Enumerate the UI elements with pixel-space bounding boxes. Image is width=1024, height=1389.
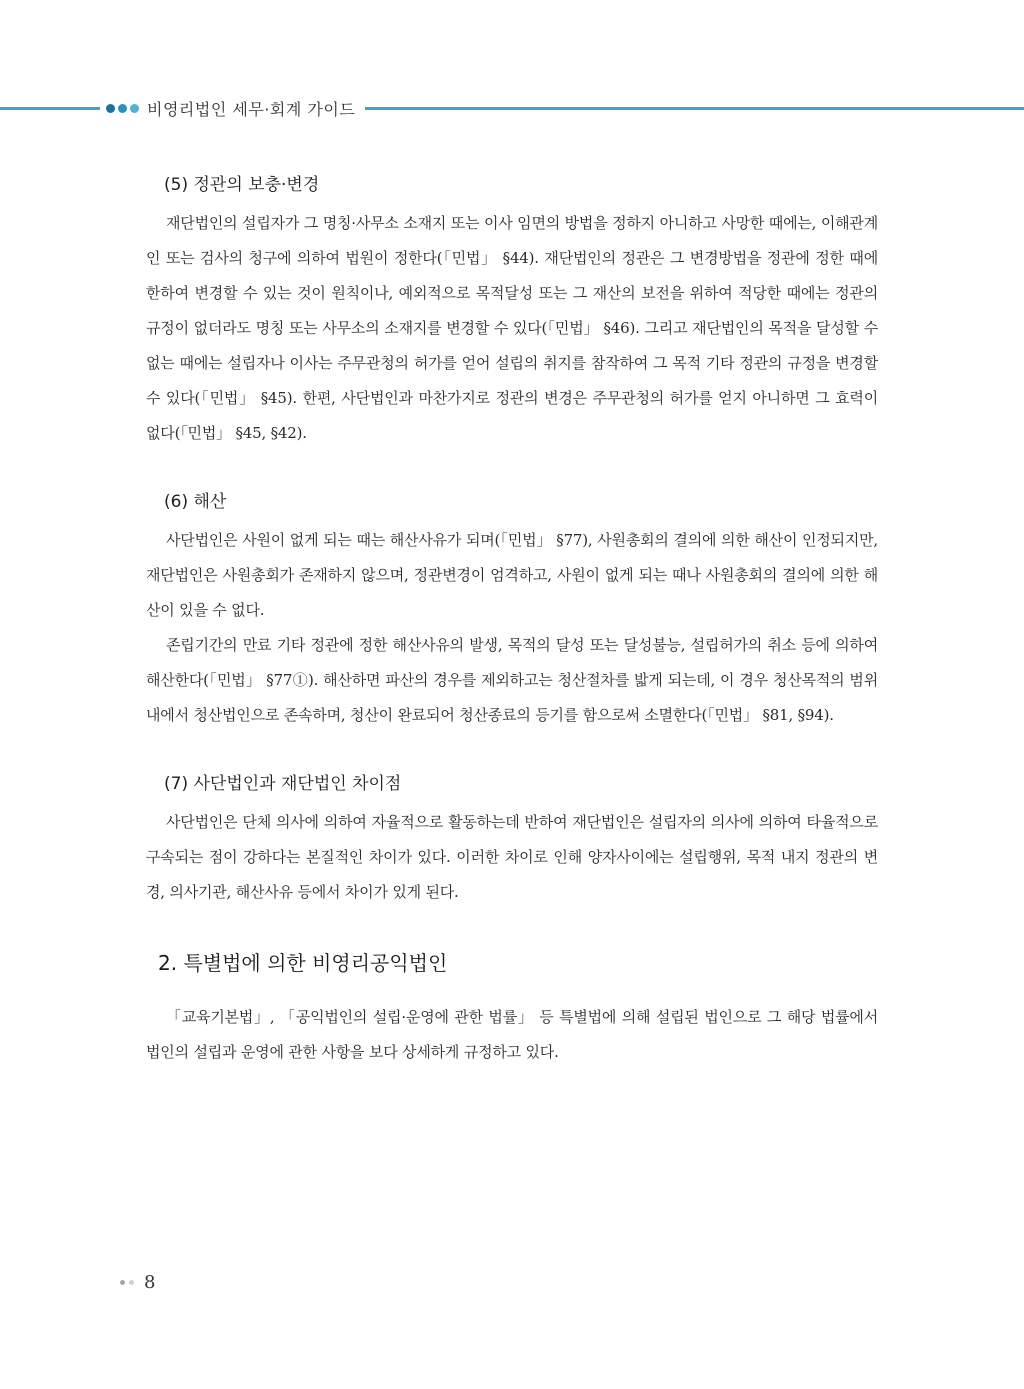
section-heading: (5) 정관의 보충·변경	[164, 175, 320, 195]
paragraph: 재단법인의 설립자가 그 명칭·사무소 소재지 또는 이사 임면의 방법을 정하지 아니하고 사망한 때에는, 이해관계인 또는 검사의 청구에 의하여 법원이 정한다(「민법」 §44). 재단법인의 정관은 그 변경방법을 정관에 정한 때에 한하여 변경할 수 있는 것이 원칙이나, 예외적으로 목적달성 또는 그 재산의 보전을 위하여 적당한 때에는 정관의 규정이 없더라도 명칭 또는 사무소의 소재지를 변경할 수 있다(「민법」 §46). 그리고 재단법인의 목적을 달성할 수 없는 때에는 설립자나 이사는 주무관청의 허가를 얻어 설립의 취지를 참작하여 그 목적 기타 정관의 규정을 변경할 수 있다(「민법」 §45). 한편, 사단법인과 마찬가지로 정관의 변경은 주무관청의 허가를 얻지 아니하면 그 효력이 없다(「민법」 §45, §42).	[146, 214, 878, 442]
page-content	[146, 170, 878, 1070]
footer-dot-icon	[120, 1280, 125, 1285]
header-badge	[100, 92, 365, 124]
paragraph: 존립기간의 만료 기타 정관에 정한 해산사유의 발생, 목적의 달성 또는 달성불능, 설립허가의 취소 등에 의하여 해산한다(「민법」 §77①). 해산하면 파산의 경우를 제외하고는 청산절차를 밟게 되는데, 이 경우 청산목적의 범위 내에서 청산법인으로 존속하며, 청산이 완료되어 청산종료의 등기를 함으로써 소멸한다(「민법」 §81, §94).	[146, 636, 878, 724]
paragraph: 사단법인은 사원이 없게 되는 때는 해산사유가 되며(「민법」 §77), 사원총회의 결의에 의한 해산이 인정되지만, 재단법인은 사원총회가 존재하지 않으며, 정관변경이 엄격하고, 사원이 없게 되는 때나 사원총회의 결의에 의한 해산이 있을 수 없다.	[146, 531, 878, 619]
header-dot-icon	[106, 104, 115, 113]
running-header	[0, 92, 1024, 128]
section-heading: (6) 해산	[164, 492, 227, 512]
chapter-heading: 2. 특별법에 의한 비영리공익법인	[158, 951, 448, 975]
header-dot-icon	[118, 104, 127, 113]
header-title: 비영리법인 세무·회계 가이드	[147, 99, 356, 119]
section-7	[146, 769, 878, 910]
paragraph: 사단법인은 단체 의사에 의하여 자율적으로 활동하는데 반하여 재단법인은 설립자의 의사에 의하여 타율적으로 구속되는 점이 강하다는 본질적인 차이가 있다. 이러한 차이로 인해 양자사이에는 설립행위, 목적 내지 정관의 변경, 의사기관, 해산사유 등에서 차이가 있게 된다.	[146, 813, 878, 901]
section-heading: (7) 사단법인과 재단법인 차이점	[164, 774, 402, 794]
paragraph: 「교육기본법」, 「공익법인의 설립·운영에 관한 법률」 등 특별법에 의해 설립된 법인으로 그 해당 법률에서 법인의 설립과 운영에 관한 사항을 보다 상세하게 규정하고 있다.	[146, 1008, 878, 1061]
footer-dot-icon	[129, 1280, 134, 1285]
chapter-2	[146, 946, 878, 1070]
page-footer	[120, 1272, 155, 1293]
section-5	[146, 170, 878, 451]
header-dot-icon	[130, 104, 139, 113]
section-6	[146, 487, 878, 733]
page-number: 8	[144, 1272, 156, 1293]
